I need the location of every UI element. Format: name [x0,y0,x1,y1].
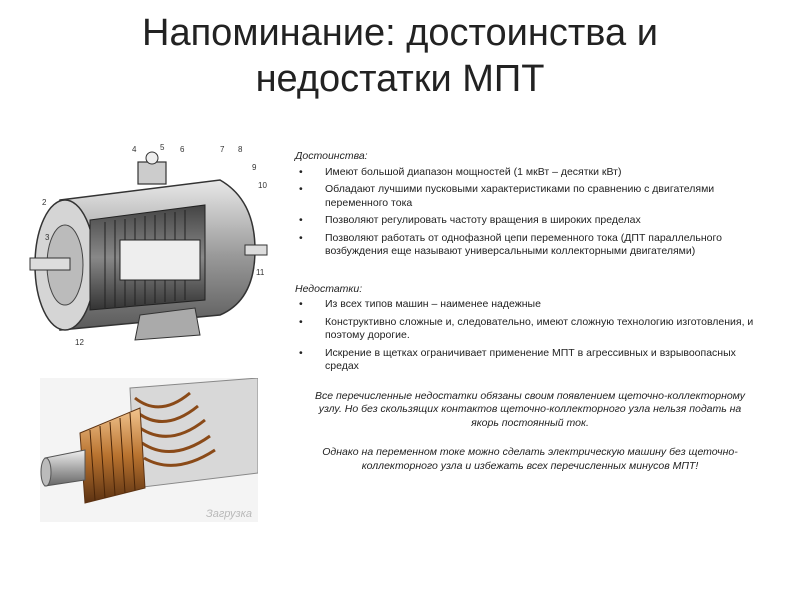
content-column [295,150,765,473]
svg-text:4: 4 [132,145,137,154]
svg-text:2: 2 [42,198,47,207]
advantages-heading: Достоинства: [295,150,368,162]
list-item: • Из всех типов машин – наименее надежные [325,298,765,312]
motor-cutaway-icon [20,140,272,355]
disadvantages-list [295,298,765,374]
image-watermark: Загрузка [206,508,252,520]
svg-text:12: 12 [75,338,84,347]
svg-text:3: 3 [45,233,50,242]
svg-text:11: 11 [256,268,265,277]
title-line-2: недостатки МПТ [255,58,545,100]
svg-text:6: 6 [180,145,185,154]
svg-text:7: 7 [220,145,225,154]
svg-text:8: 8 [238,145,243,154]
list-item: • Позволяют регулировать частоту вращения в широких пределах [325,214,765,228]
note-paragraph-1: Все перечисленные недостатки обязаны своим появлением щеточно-коллекторному узлу. Но без скользящих контактов щеточно-коллекторного узла нельзя подать на якорь постоянный ток. [314,389,746,429]
disadvantages-heading: Недостатки: [295,282,363,295]
list-item: • Искрение в щетках ограничивает применение МПТ в агрессивных и взрывоопасных средах [325,347,765,374]
armature-commutator-icon [40,378,258,522]
section-spacer [295,263,765,283]
list-item: • Позволяют работать от однофазной цепи переменного тока (ДПТ параллельного возбуждения еще называют универсальными коллекторными двигателями) [325,232,765,259]
motor-cutaway-image [20,140,272,355]
list-item: • Имеют большой диапазон мощностей (1 мкВт – десятки кВт) [325,166,765,180]
list-item: • Обладают лучшими пусковыми характеристиками по сравнению с двигателями переменного тока [325,183,765,210]
list-item: • Конструктивно сложные и, следовательно, имеют сложную технологию изготовления, и поэтому дорогие. [325,316,765,343]
rotor-photo [40,378,258,522]
svg-text:10: 10 [258,181,267,190]
svg-text:9: 9 [252,163,257,172]
note-paragraph-2: Однако на переменном токе можно сделать электрическую машину без щеточно-коллекторного узла и избежать всех перечисленных минусов МПТ! [322,446,738,472]
slide-title [40,10,760,102]
title-line-1: Напоминание: достоинства и [142,12,658,54]
svg-text:5: 5 [160,143,165,152]
advantages-list [295,166,765,259]
